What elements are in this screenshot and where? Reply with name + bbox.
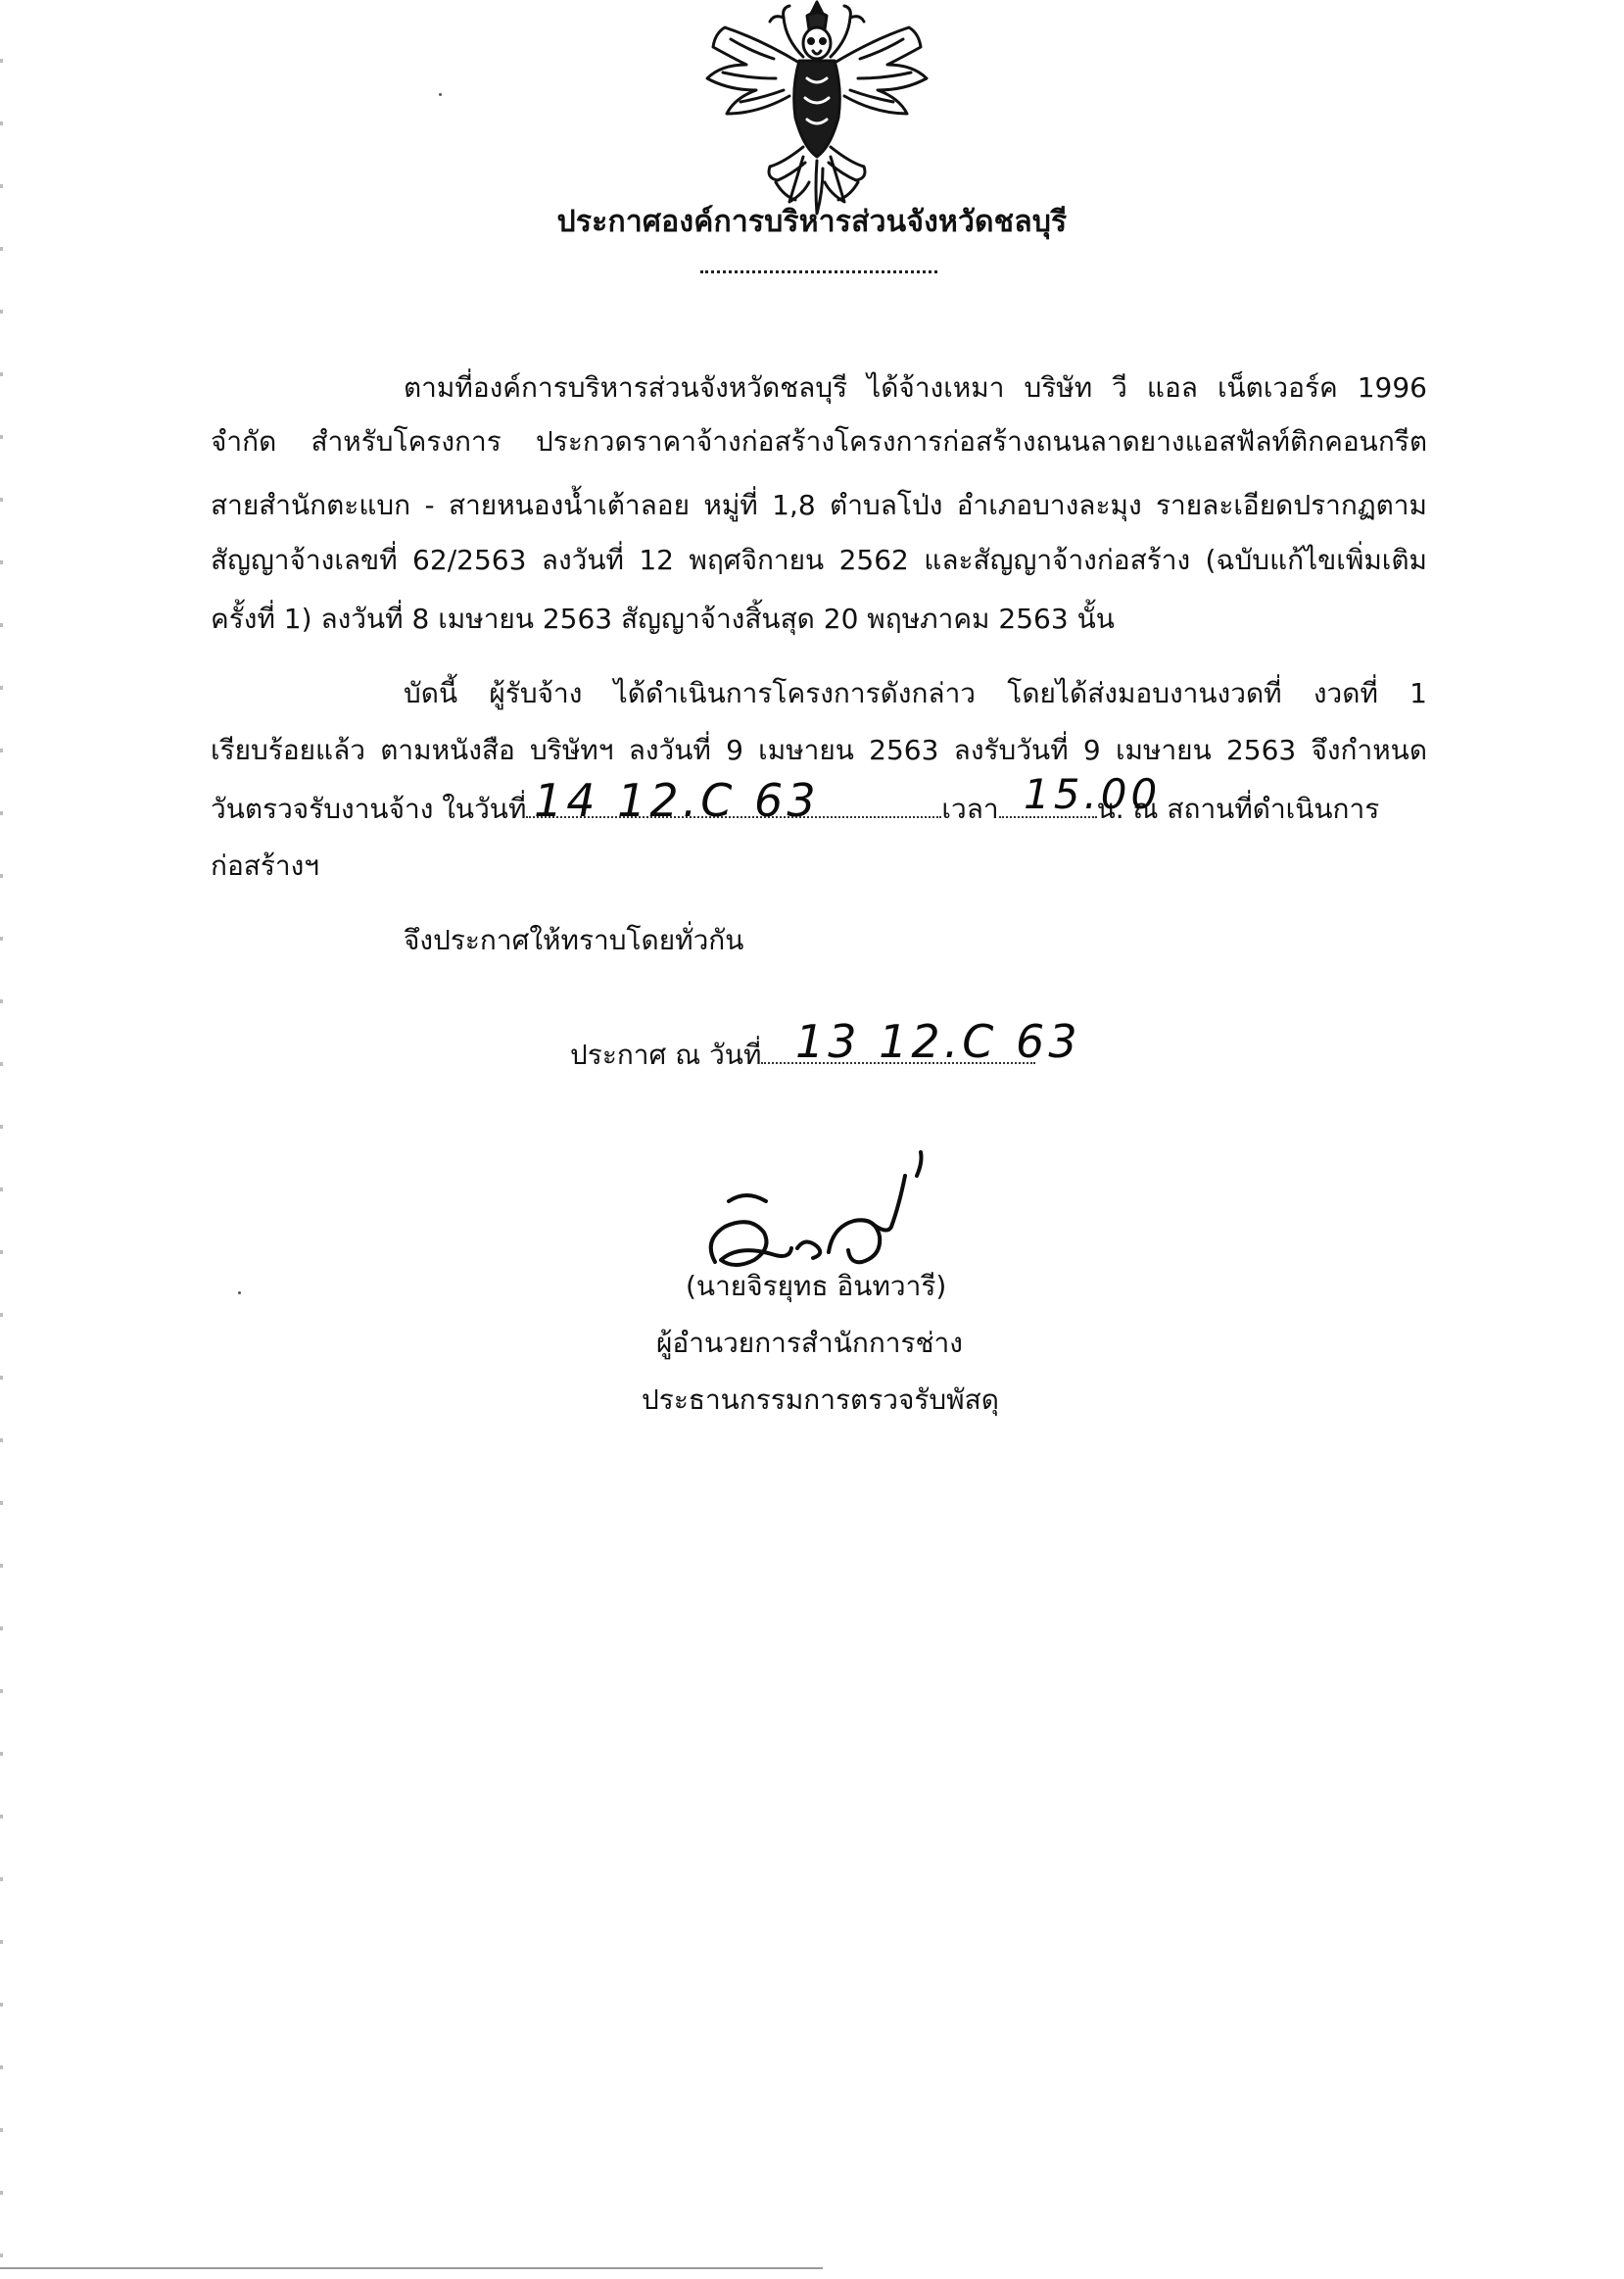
paragraph1-line1: ตามที่องค์การบริหารส่วนจังหวัดชลบุรี ได้จ้างเหมา บริษัท วี แอล เน็ตเวอร์ค 1996 <box>404 371 1427 404</box>
paragraph1-line2: จำกัด สำหรับโครงการ ประกวดราคาจ้างก่อสร้างโครงการก่อสร้างถนนลาดยางแอสฟัลท์ติกคอนกรีต <box>211 425 1427 458</box>
paragraph1-line5: ครั้งที่ 1) ลงวันที่ 8 เมษายน 2563 สัญญาจ้างสิ้นสุด 20 พฤษภาคม 2563 นั้น <box>211 603 1115 635</box>
signatory-position: ผู้อำนวยการสำนักการช่าง <box>656 1327 963 1359</box>
signatory-name: (นายจิรยุทธ อินทวารี) <box>686 1270 947 1302</box>
signatory-committee-role: ประธานกรรมการตรวจรับพัสดุ <box>642 1383 999 1416</box>
handwritten-inspection-date: 14 12.C 63 <box>534 774 820 827</box>
inspection-place-suffix: น. ณ สถานที่ดำเนินการ <box>1096 793 1380 825</box>
scan-speck <box>439 93 442 96</box>
paragraph2-line1: บัดนี้ ผู้รับจ้าง ได้ดำเนินการโครงการดังกล่าว โดยได้ส่งมอบงานงวดที่ งวดที่ 1 <box>404 677 1427 709</box>
scan-edge <box>0 0 3 2279</box>
document-title: ประกาศองค์การบริหารส่วนจังหวัดชลบุรี <box>556 205 1068 239</box>
paragraph1-line3: สายสำนักตะแบก - สายหนองน้ำเต้าลอย หมู่ที่ 1,8 ตำบลโป่ง อำเภอบางละมุง รายละเอียดปรากฏตาม <box>211 489 1427 521</box>
title-dotted-divider <box>700 270 937 273</box>
garuda-emblem-icon <box>701 0 932 218</box>
paragraph1-line4: สัญญาจ้างเลขที่ 62/2563 ลงวันที่ 12 พฤศจิกายน 2562 และสัญญาจ้างก่อสร้าง (ฉบับแก้ไขเพิ่มเติม <box>211 544 1427 576</box>
paragraph2-line4: ก่อสร้างฯ <box>211 849 320 882</box>
paragraph2-line2: เรียบร้อยแล้ว ตามหนังสือ บริษัทฯ ลงวันที่ 9 เมษายน 2563 ลงรับวันที่ 9 เมษายน 2563 จึงกำหนด <box>211 734 1428 766</box>
inspection-time-label: เวลา <box>941 793 999 825</box>
inspection-date-prefix: วันตรวจรับงานจ้าง ในวันที่ <box>211 793 527 825</box>
announce-date-label: ประกาศ ณ วันที่ <box>570 1039 762 1071</box>
scan-speck <box>238 1291 241 1294</box>
scan-bottom-line <box>0 2267 823 2269</box>
handwritten-announce-date: 13 12.C 63 <box>795 1015 1081 1068</box>
handwritten-inspection-time: 15.00 <box>1024 770 1162 818</box>
closing-statement: จึงประกาศให้ทราบโดยทั่วกัน <box>404 924 744 956</box>
